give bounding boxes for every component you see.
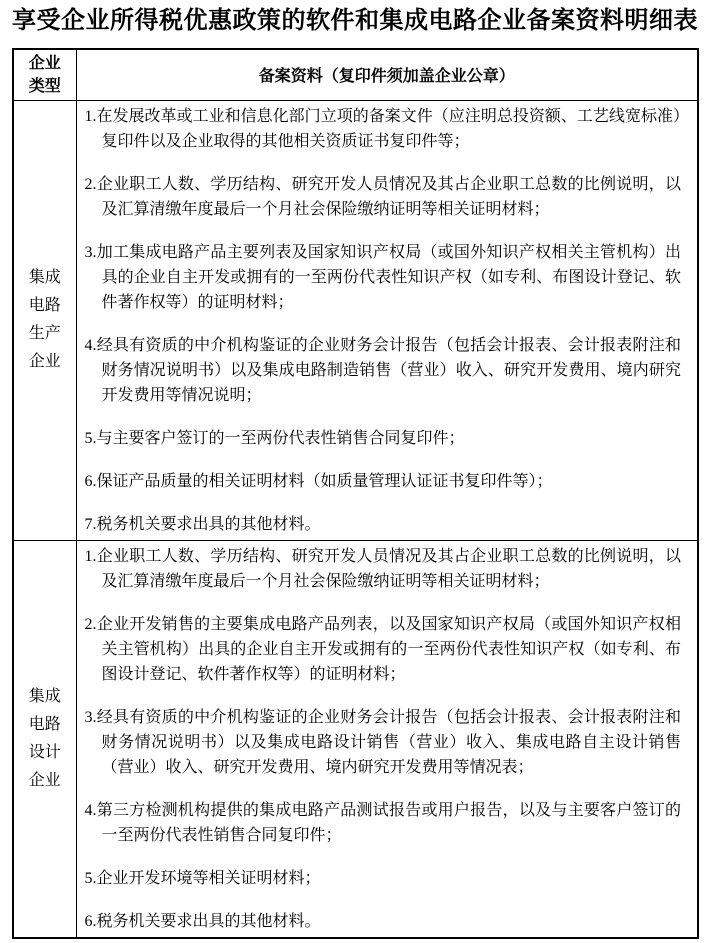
item-number: 3. <box>84 708 97 726</box>
item-text: 在发展改革或工业和信息化部门立项的备案文件（应注明总投资额、工艺线宽标准）复印件以及企业取得的其他相关资质证书复印件等； <box>96 107 681 150</box>
materials-cell <box>76 540 698 938</box>
filing-materials-table <box>12 48 699 939</box>
list-item <box>85 866 682 891</box>
header-enterprise-type-label: 企业类型 <box>28 54 61 95</box>
item-text: 企业职工人数、学历结构、研究开发人员情况及其占企业职工总数的比例说明，以及汇算清缴年度最后一个月社会保险缴纳证明等相关证明材料； <box>96 547 681 590</box>
item-text: 企业开发环境等相关证明材料； <box>96 869 321 887</box>
item-number: 3. <box>84 243 97 261</box>
list-item <box>85 798 682 848</box>
item-text: 税务机关要求出具的其他材料。 <box>96 515 321 533</box>
enterprise-type-label: 集成电路生产企业 <box>28 269 61 370</box>
table-row-ic-producer <box>13 100 698 540</box>
item-number: 4. <box>84 801 97 819</box>
list-item <box>85 469 682 494</box>
item-number: 5. <box>84 869 97 887</box>
list-item <box>85 544 682 594</box>
list-item <box>85 172 682 222</box>
list-item <box>85 909 682 934</box>
list-item <box>85 240 682 315</box>
item-text: 第三方检测机构提供的集成电路产品测试报告或用户报告，以及与主要客户签订的一至两份代表性销售合同复印件； <box>96 801 681 844</box>
enterprise-type-label: 集成电路设计企业 <box>28 687 61 789</box>
enterprise-type-cell <box>13 100 76 540</box>
list-item <box>85 104 682 154</box>
header-cell-enterprise-type <box>13 49 76 100</box>
table-row-ic-designer <box>13 540 698 938</box>
page-title: 享受企业所得税优惠政策的软件和集成电路企业备案资料明细表 <box>12 8 698 34</box>
item-text: 企业职工人数、学历结构、研究开发人员情况及其占企业职工总数的比例说明，以及汇算清缴年度最后一个月社会保险缴纳证明等相关证明材料； <box>96 175 681 218</box>
item-number: 6. <box>84 472 97 490</box>
item-number: 7. <box>84 515 97 533</box>
item-number: 2. <box>84 175 97 193</box>
materials-cell <box>76 100 698 540</box>
item-number: 1. <box>84 547 97 565</box>
header-materials-label: 备案资料（复印件须加盖企业公章） <box>258 68 515 86</box>
item-text: 与主要客户签订的一至两份代表性销售合同复印件； <box>96 429 465 447</box>
item-number: 1. <box>84 107 97 125</box>
item-text: 加工集成电路产品主要列表及国家知识产权局（或国外知识产权相关主管机构）出具的企业自主开发或拥有的一至两份代表性知识产权（如专利、布图设计登记、软件著作权等）的证明材料； <box>96 243 681 311</box>
item-text: 企业开发销售的主要集成电路产品列表，以及国家知识产权局（或国外知识产权相关主管机构）出具的企业自主开发或拥有的一至两份代表性知识产权（如专利、布图设计登记、软件著作权等）的证明材料； <box>96 615 681 683</box>
table-header-row <box>13 49 698 100</box>
item-number: 2. <box>84 615 97 633</box>
item-text: 经具有资质的中介机构鉴证的企业财务会计报告（包括会计报表、会计报表附注和财务情况说明书）以及集成电路制造销售（营业）收入、研究开发费用、境内研究开发费用等情况说明； <box>96 336 681 404</box>
header-cell-materials <box>76 49 698 100</box>
item-number: 4. <box>84 336 97 354</box>
item-text: 保证产品质量的相关证明材料（如质量管理认证证书复印件等）； <box>96 472 553 490</box>
list-item <box>85 426 682 451</box>
item-text: 经具有资质的中介机构鉴证的企业财务会计报告（包括会计报表、会计报表附注和财务情况说明书）以及集成电路设计销售（营业）收入、集成电路自主设计销售（营业）收入、研究开发费用、境内研究开发费用等情况表； <box>96 708 681 776</box>
item-text: 税务机关要求出具的其他材料。 <box>96 912 321 930</box>
list-item <box>85 705 682 780</box>
item-number: 6. <box>84 912 97 930</box>
list-item <box>85 512 682 537</box>
item-number: 5. <box>84 429 97 447</box>
list-item <box>85 612 682 687</box>
list-item <box>85 333 682 408</box>
enterprise-type-cell <box>13 540 76 938</box>
